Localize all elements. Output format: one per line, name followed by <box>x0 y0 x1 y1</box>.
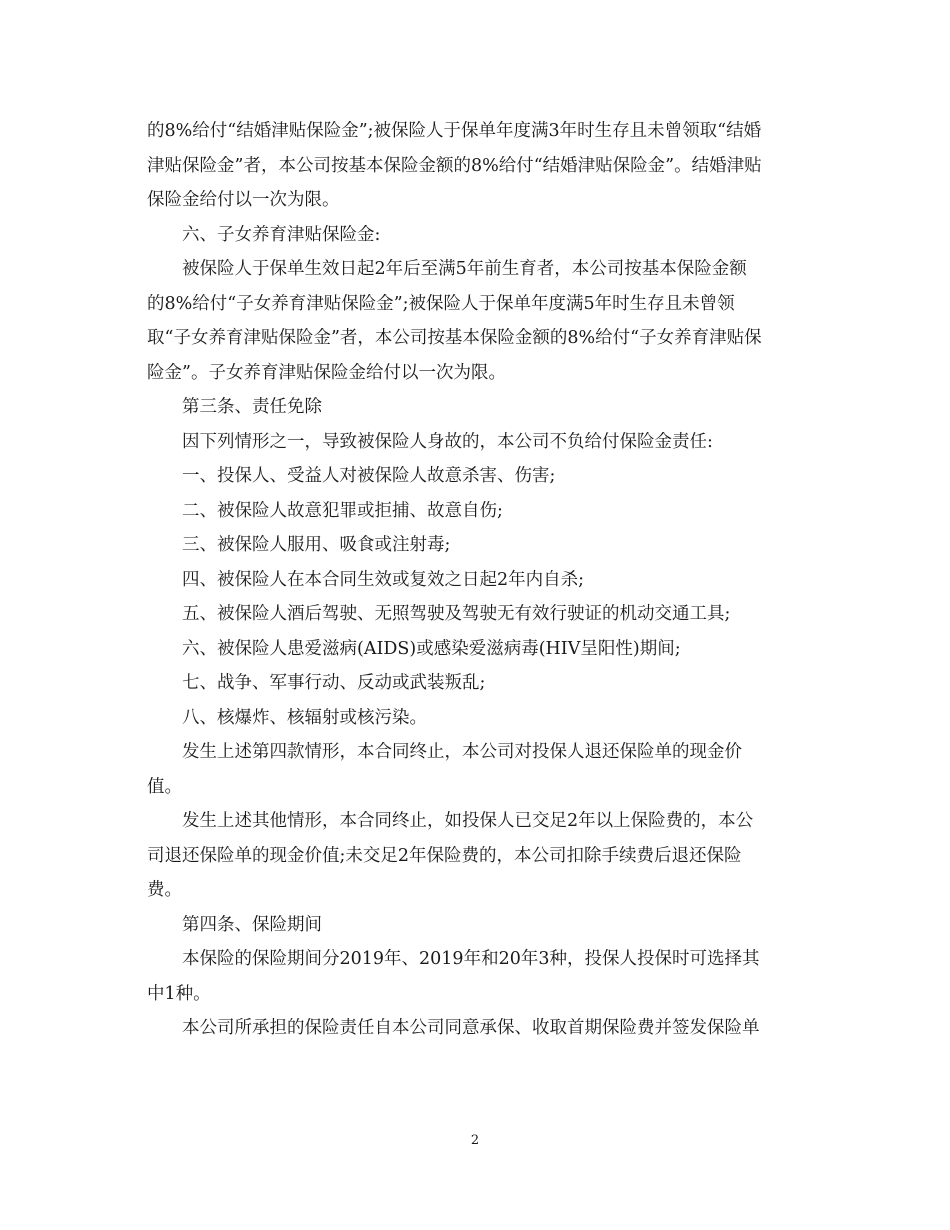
exclusion-item: 六、被保险人患爱滋病(AIDS)或感染爱滋病毒(HIV呈阳性)期间; <box>182 638 681 659</box>
exclusion-item: 二、被保险人故意犯罪或拒捕、故意自伤; <box>182 500 503 521</box>
text-line: 本公司所承担的保险责任自本公司同意承保、收取首期保险费并签发保险单 <box>182 1018 760 1038</box>
text-line: 因下列情形之一，导致被保险人身故的，本公司不负给付保险金责任: <box>182 431 713 452</box>
exclusion-item: 五、被保险人酒后驾驶、无照驾驶及驾驶无有效行驶证的机动交通工具; <box>182 604 731 624</box>
document-body <box>147 114 807 1046</box>
text-line: 保险金给付以一次为限。 <box>147 190 340 210</box>
section-heading-childcare: 六、子女养育津贴保险金: <box>182 224 381 245</box>
exclusion-item: 三、被保险人服用、吸食或注射毒; <box>182 535 451 555</box>
article-heading-period: 第四条、保险期间 <box>182 914 322 935</box>
exclusion-item: 一、投保人、受益人对被保险人故意杀害、伤害; <box>182 466 556 486</box>
text-line: 司退还保险单的现金价值;未交足2年保险费的，本公司扣除手续费后退还保险 <box>147 845 742 866</box>
text-line: 费。 <box>147 880 182 900</box>
exclusion-item: 四、被保险人在本合同生效或复效之日起2年内自杀; <box>182 569 585 590</box>
text-line: 的8%给付“子女养育津贴保险金”;被保险人于保单年度满5年时生存且未曾领 <box>147 293 735 314</box>
text-line: 发生上述第四款情形，本合同终止，本公司对投保人退还保险单的现金价 <box>182 742 742 762</box>
page-number: 2 <box>470 1133 480 1148</box>
text-line: 发生上述其他情形，本合同终止，如投保人已交足2年以上保险费的，本公 <box>182 811 754 831</box>
article-heading-exclusions: 第三条、责任免除 <box>182 397 322 417</box>
text-line: 本保险的保险期间分2019年、2019年和20年3种，投保人投保时可选择其 <box>182 949 760 969</box>
text-line: 被保险人于保单生效日起2年后至满5年前生育者，本公司按基本保险金额 <box>182 259 747 279</box>
text-line: 的8%给付“结婚津贴保险金”;被保险人于保单年度满3年时生存且未曾领取“结婚 <box>147 121 762 141</box>
text-line: 险金”。子女养育津贴保险金给付以一次为限。 <box>147 362 506 383</box>
exclusion-item: 七、战争、军事行动、反动或武装叛乱; <box>182 673 486 693</box>
text-line: 值。 <box>147 776 182 797</box>
text-line: 中1种。 <box>147 983 211 1004</box>
exclusion-item: 八、核爆炸、核辐射或核污染。 <box>182 707 427 728</box>
text-line: 津贴保险金”者，本公司按基本保险金额的8%给付“结婚津贴保险金”。结婚津贴 <box>147 155 762 176</box>
text-line: 取“子女养育津贴保险金”者，本公司按基本保险金额的8%给付“子女养育津贴保 <box>147 328 762 348</box>
